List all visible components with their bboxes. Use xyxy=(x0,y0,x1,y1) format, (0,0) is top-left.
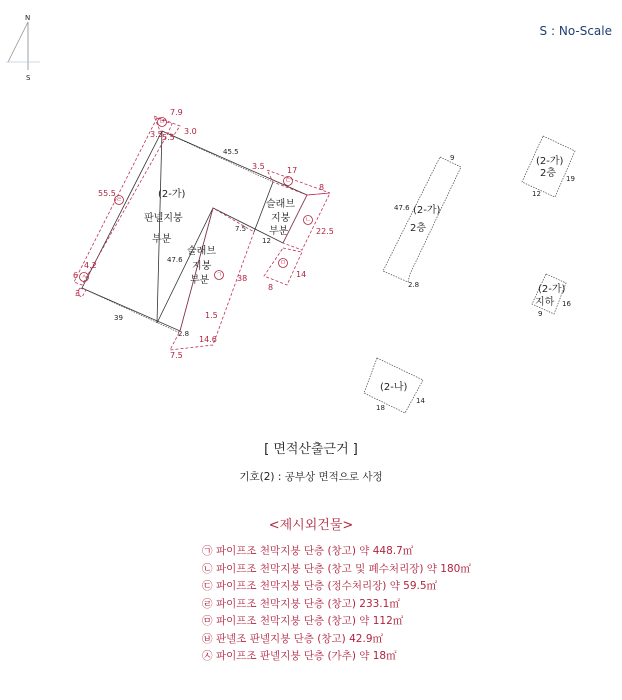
scale-label: S : No-Scale xyxy=(539,24,612,38)
dimension: 45.5 xyxy=(223,148,239,156)
svg-text:3.0: 3.0 xyxy=(184,127,197,136)
dimension: 12 xyxy=(262,237,271,245)
legend-title: <제시외건물> xyxy=(268,518,354,533)
dimension: 47.6 xyxy=(167,256,183,264)
compass-north: N xyxy=(25,14,31,22)
svg-text:18: 18 xyxy=(376,404,385,412)
slab-roof-label: 부분 xyxy=(190,275,210,286)
svg-text:22.5: 22.5 xyxy=(316,227,334,236)
marker-rieul xyxy=(115,196,124,205)
svg-text:9: 9 xyxy=(450,154,455,162)
svg-text:7.9: 7.9 xyxy=(170,108,183,117)
svg-text:ㅂ: ㅂ xyxy=(159,118,165,126)
svg-text:ㄱ: ㄱ xyxy=(216,271,222,279)
slab-roof-label: 부분 xyxy=(269,226,289,237)
marker-mieum xyxy=(279,259,288,268)
legend-item: ㉦ 파이프조 판넬지붕 단층 (가추) 약 18㎡ xyxy=(202,650,397,662)
dimension: 2.8 xyxy=(178,330,190,338)
svg-text:16: 16 xyxy=(562,300,571,308)
svg-text:5.5: 5.5 xyxy=(162,133,175,142)
svg-text:55.5: 55.5 xyxy=(98,189,116,198)
svg-text:ㅅ: ㅅ xyxy=(81,273,87,281)
building-na xyxy=(364,358,425,413)
slab-roof-label: 지붕 xyxy=(271,213,291,224)
area-basis-note: 기호(2) : 공부상 면적으로 사정 xyxy=(239,471,383,483)
svg-text:19: 19 xyxy=(566,175,575,183)
legend-item: ㉠ 파이프조 천막지붕 단층 (창고) 약 448.7㎡ xyxy=(202,545,414,557)
legend-item: ㉡ 파이프조 천막지붕 단층 (창고 및 폐수처리장) 약 180㎡ xyxy=(202,562,471,575)
marker-siot xyxy=(80,273,89,282)
svg-text:(2-나): (2-나) xyxy=(380,382,408,393)
building-2f-a xyxy=(383,154,461,289)
svg-text:ㄹ: ㄹ xyxy=(116,196,122,204)
svg-text:3.5: 3.5 xyxy=(252,162,265,171)
svg-text:38: 38 xyxy=(237,274,248,283)
svg-text:2.8: 2.8 xyxy=(408,281,420,289)
svg-text:8: 8 xyxy=(268,283,274,292)
slab-roof-label: 지붕 xyxy=(192,261,212,272)
svg-text:3: 3 xyxy=(75,289,81,298)
legend-item: ㉤ 파이프조 천막지붕 단층 (창고) 약 112㎡ xyxy=(202,615,404,627)
svg-text:지하: 지하 xyxy=(535,297,555,308)
area-basis-title: [ 면적산출근거 ] xyxy=(264,442,358,457)
svg-text:14.6: 14.6 xyxy=(199,335,217,344)
main-building-label: (2-가) xyxy=(158,189,186,200)
legend-item: ㉢ 파이프조 천막지붕 단층 (정수처리장) 약 59.5㎡ xyxy=(202,580,438,592)
svg-text:4.2: 4.2 xyxy=(84,261,97,270)
marker-bieup xyxy=(158,118,167,127)
svg-text:6: 6 xyxy=(73,271,79,280)
red-dimensions xyxy=(73,108,334,360)
svg-text:9: 9 xyxy=(538,310,543,318)
svg-text:14: 14 xyxy=(416,397,425,405)
svg-text:14: 14 xyxy=(296,270,307,279)
svg-text:2층: 2층 xyxy=(540,168,557,179)
legend-item: ㉣ 파이프조 천막지붕 단층 (창고) 233.1㎡ xyxy=(202,597,400,610)
svg-text:2층: 2층 xyxy=(410,223,427,234)
main-building xyxy=(74,116,330,350)
marker-digeut xyxy=(284,177,293,186)
legend-item: ㉥ 판넬조 판넬지붕 단층 (창고) 42.9㎡ xyxy=(202,632,383,645)
north-arrow-icon xyxy=(6,14,40,82)
marker-giyeok xyxy=(215,271,224,280)
svg-text:ㅁ: ㅁ xyxy=(280,259,286,267)
panel-roof-label: 판넬지붕 xyxy=(144,213,183,224)
compass-south: S xyxy=(26,74,31,82)
svg-text:47.6: 47.6 xyxy=(394,204,410,212)
dimension: 39 xyxy=(114,314,123,322)
slab-roof-label: 슬래브 xyxy=(266,199,295,210)
svg-text:12: 12 xyxy=(532,190,541,198)
svg-text:(2-가): (2-가) xyxy=(538,284,566,295)
svg-text:ㄴ: ㄴ xyxy=(305,216,311,224)
svg-text:ㄷ: ㄷ xyxy=(285,177,291,185)
svg-text:1.5: 1.5 xyxy=(205,311,218,320)
svg-text:3.5: 3.5 xyxy=(150,130,163,139)
svg-text:8: 8 xyxy=(319,183,325,192)
svg-text:17: 17 xyxy=(287,166,298,175)
building-2f-b xyxy=(522,136,575,198)
legend xyxy=(202,543,471,666)
marker-nieun xyxy=(304,216,313,225)
dimension: 7.5 xyxy=(235,225,247,233)
panel-roof-label: 부분 xyxy=(152,234,172,245)
slab-roof-label: 슬래브 xyxy=(187,246,216,257)
svg-text:(2-가): (2-가) xyxy=(413,205,441,216)
svg-text:7.5: 7.5 xyxy=(170,351,183,360)
svg-text:(2-가): (2-가) xyxy=(536,156,564,167)
building-b1 xyxy=(532,274,571,318)
